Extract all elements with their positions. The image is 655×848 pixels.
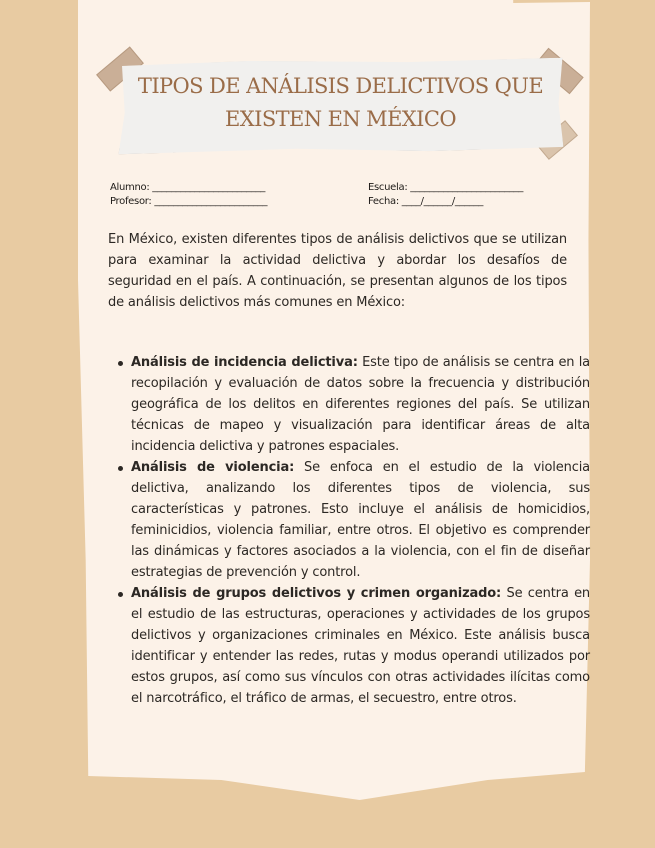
analysis-list	[108, 352, 590, 709]
item-heading: Análisis de grupos delictivos y crimen organizado:	[131, 586, 502, 601]
list-item	[131, 583, 590, 709]
title-line-1: TIPOS DE ANÁLISIS DELICTIVOS QUE	[137, 74, 544, 98]
list-item	[131, 457, 590, 583]
title-line-2: EXISTEN EN MÉXICO	[225, 107, 456, 131]
item-heading: Análisis de incidencia delictiva:	[131, 355, 358, 370]
intro-paragraph: En México, existen diferentes tipos de análisis delictivos que se utilizan para examinar la actividad delictiva y abordar los desafíos de seguridad en el país. A continuación, se presentan algunos de los tipos de análisis delictivos más comunes en México:	[108, 232, 567, 310]
alumno-field: Alumno: ________________________	[110, 182, 266, 193]
item-body: Se centra en el estudio de las estructuras, operaciones y actividades de los grupos delictivos y organizaciones criminales en México. Este análisis busca identificar y entender las redes, rutas y modus operandi utilizados por estos grupos, así como sus vínculos con otras actividades ilícitas como el narcotráfico, el tráfico de armas, el secuestro, entre otros.	[131, 586, 591, 706]
item-body: Se enfoca en el estudio de la violencia delictiva, analizando los diferentes tipos de violencia, sus características y patrones. Esto incluye el análisis de homicidios, feminicidios, violencia familiar, entre otros. El objetivo es comprender las dinámicas y factores asociados a la violencia, con el fin de diseñar estrategias de prevención y control.	[131, 460, 590, 580]
escuela-field: Escuela: ________________________	[368, 182, 524, 193]
profesor-field: Profesor: ________________________	[110, 196, 268, 207]
item-heading: Análisis de violencia:	[131, 460, 295, 475]
item-body: Este tipo de análisis se centra en la recopilación y evaluación de datos sobre la frecuencia y distribución geográfica de los delitos en diferentes regiones del país. Se utilizan técnicas de mapeo y visualización para identificar áreas de alta incidencia delictiva y patrones espaciales.	[131, 355, 591, 454]
page-title	[118, 70, 563, 136]
list-item	[131, 352, 590, 457]
fecha-field: Fecha: ____/______/______	[368, 196, 484, 207]
